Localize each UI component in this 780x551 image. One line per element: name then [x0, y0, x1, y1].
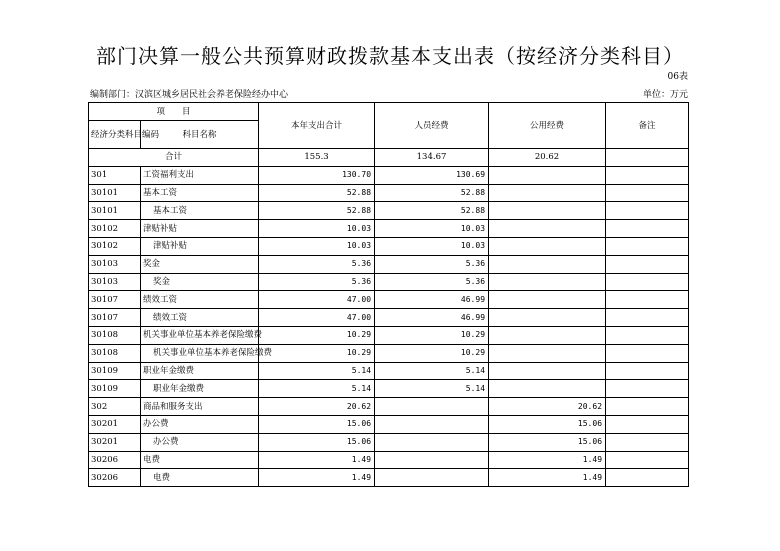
cell-code: 30102 [89, 237, 141, 255]
cell-remark [606, 326, 689, 344]
cell-total: 52.88 [259, 202, 375, 220]
cell-total: 20.62 [259, 398, 375, 416]
cell-code: 30101 [89, 202, 141, 220]
header-public: 公用经费 [489, 103, 606, 149]
organization-label: 编制部门：汉滨区城乡居民社会养老保险经办中心 [90, 90, 289, 100]
cell-personnel [375, 469, 489, 487]
cell-name: 津贴补贴 [141, 237, 259, 255]
cell-public [489, 273, 606, 291]
header-remark: 备注 [606, 103, 689, 149]
header-personnel: 人员经费 [375, 103, 489, 149]
cell-public [489, 309, 606, 327]
header-item: 项 目 [89, 103, 259, 121]
cell-total: 10.03 [259, 237, 375, 255]
cell-remark [606, 451, 689, 469]
cell-total: 5.14 [259, 362, 375, 380]
table-number: 06表 [667, 72, 688, 82]
table-row [89, 255, 689, 273]
cell-remark [606, 273, 689, 291]
cell-remark [606, 344, 689, 362]
cell-public [489, 184, 606, 202]
cell-name: 办公费 [141, 433, 259, 451]
table-row [89, 362, 689, 380]
cell-public [489, 255, 606, 273]
table-row [89, 166, 689, 184]
cell-code: 30108 [89, 326, 141, 344]
cell-public [489, 166, 606, 184]
cell-remark [606, 166, 689, 184]
cell-personnel: 10.29 [375, 326, 489, 344]
cell-personnel: 10.03 [375, 220, 489, 238]
cell-public [489, 326, 606, 344]
cell-name: 工资福利支出 [141, 166, 259, 184]
cell-personnel: 5.36 [375, 255, 489, 273]
cell-personnel [375, 433, 489, 451]
cell-name: 职业年金缴费 [141, 362, 259, 380]
total-row [89, 149, 689, 167]
cell-code: 30201 [89, 415, 141, 433]
cell-code: 30102 [89, 220, 141, 238]
cell-total: 52.88 [259, 184, 375, 202]
table-row [89, 237, 689, 255]
cell-public: 1.49 [489, 451, 606, 469]
cell-public [489, 220, 606, 238]
cell-personnel: 5.14 [375, 362, 489, 380]
cell-name: 奖金 [141, 273, 259, 291]
cell-public [489, 202, 606, 220]
cell-code: 301 [89, 166, 141, 184]
cell-public [489, 291, 606, 309]
cell-code: 30201 [89, 433, 141, 451]
table-row [89, 326, 689, 344]
table-row [89, 220, 689, 238]
unit-label: 单位：万元 [642, 90, 688, 100]
cell-personnel: 46.99 [375, 309, 489, 327]
cell-total: 1.49 [259, 451, 375, 469]
total-public: 20.62 [489, 149, 606, 167]
total-amount: 155.3 [259, 149, 375, 167]
cell-remark [606, 291, 689, 309]
cell-total: 10.29 [259, 344, 375, 362]
cell-total: 5.36 [259, 255, 375, 273]
cell-remark [606, 433, 689, 451]
total-personnel: 134.67 [375, 149, 489, 167]
table-row [89, 202, 689, 220]
cell-name: 职业年金缴费 [141, 380, 259, 398]
cell-personnel [375, 451, 489, 469]
cell-name: 电费 [141, 451, 259, 469]
cell-personnel: 46.99 [375, 291, 489, 309]
cell-code: 30107 [89, 291, 141, 309]
cell-remark [606, 255, 689, 273]
cell-total: 10.29 [259, 326, 375, 344]
cell-remark [606, 220, 689, 238]
table-row [89, 291, 689, 309]
cell-code: 30108 [89, 344, 141, 362]
table-row [89, 451, 689, 469]
cell-personnel: 5.36 [375, 273, 489, 291]
cell-code: 30109 [89, 380, 141, 398]
cell-name: 机关事业单位基本养老保险缴费 [141, 326, 259, 344]
cell-total: 5.36 [259, 273, 375, 291]
cell-public [489, 344, 606, 362]
cell-remark [606, 469, 689, 487]
cell-total: 130.70 [259, 166, 375, 184]
cell-remark [606, 237, 689, 255]
cell-total: 5.14 [259, 380, 375, 398]
cell-personnel: 5.14 [375, 380, 489, 398]
cell-total: 47.00 [259, 291, 375, 309]
table-row [89, 398, 689, 416]
cell-code: 30103 [89, 273, 141, 291]
total-label: 合计 [89, 149, 259, 167]
cell-personnel [375, 415, 489, 433]
cell-personnel: 52.88 [375, 202, 489, 220]
header-total: 本年支出合计 [259, 103, 375, 149]
cell-public: 1.49 [489, 469, 606, 487]
table-row [89, 273, 689, 291]
cell-personnel: 130.69 [375, 166, 489, 184]
cell-code: 30107 [89, 309, 141, 327]
table-row [89, 415, 689, 433]
cell-public: 20.62 [489, 398, 606, 416]
cell-name: 绩效工资 [141, 291, 259, 309]
table-row [89, 469, 689, 487]
cell-code: 30101 [89, 184, 141, 202]
cell-total: 15.06 [259, 433, 375, 451]
cell-public: 15.06 [489, 433, 606, 451]
cell-code: 30206 [89, 451, 141, 469]
cell-personnel: 52.88 [375, 184, 489, 202]
cell-public: 15.06 [489, 415, 606, 433]
cell-total: 47.00 [259, 309, 375, 327]
cell-total: 10.03 [259, 220, 375, 238]
cell-name: 绩效工资 [141, 309, 259, 327]
cell-code: 302 [89, 398, 141, 416]
cell-name: 奖金 [141, 255, 259, 273]
cell-remark [606, 362, 689, 380]
cell-name: 电费 [141, 469, 259, 487]
cell-name: 办公费 [141, 415, 259, 433]
cell-remark [606, 309, 689, 327]
cell-name: 机关事业单位基本养老保险缴费 [141, 344, 259, 362]
cell-name: 基本工资 [141, 202, 259, 220]
cell-name: 商品和服务支出 [141, 398, 259, 416]
total-remark [606, 149, 689, 167]
header-code: 经济分类科目编码 [89, 121, 141, 149]
cell-total: 1.49 [259, 469, 375, 487]
cell-remark [606, 184, 689, 202]
table-row [89, 380, 689, 398]
cell-code: 30206 [89, 469, 141, 487]
cell-remark [606, 380, 689, 398]
cell-public [489, 380, 606, 398]
cell-remark [606, 202, 689, 220]
header-name: 科目名称 [141, 121, 259, 149]
cell-public [489, 237, 606, 255]
report-title: 部门决算一般公共预算财政拨款基本支出表（按经济分类科目） [96, 44, 684, 68]
cell-code: 30103 [89, 255, 141, 273]
cell-name: 津贴补贴 [141, 220, 259, 238]
cell-code: 30109 [89, 362, 141, 380]
cell-personnel [375, 398, 489, 416]
expenditure-table [88, 102, 689, 487]
table-row [89, 433, 689, 451]
table-row [89, 344, 689, 362]
cell-personnel: 10.03 [375, 237, 489, 255]
cell-total: 15.06 [259, 415, 375, 433]
cell-public [489, 362, 606, 380]
cell-personnel: 10.29 [375, 344, 489, 362]
cell-remark [606, 415, 689, 433]
table-row [89, 309, 689, 327]
cell-remark [606, 398, 689, 416]
cell-name: 基本工资 [141, 184, 259, 202]
table-row [89, 184, 689, 202]
